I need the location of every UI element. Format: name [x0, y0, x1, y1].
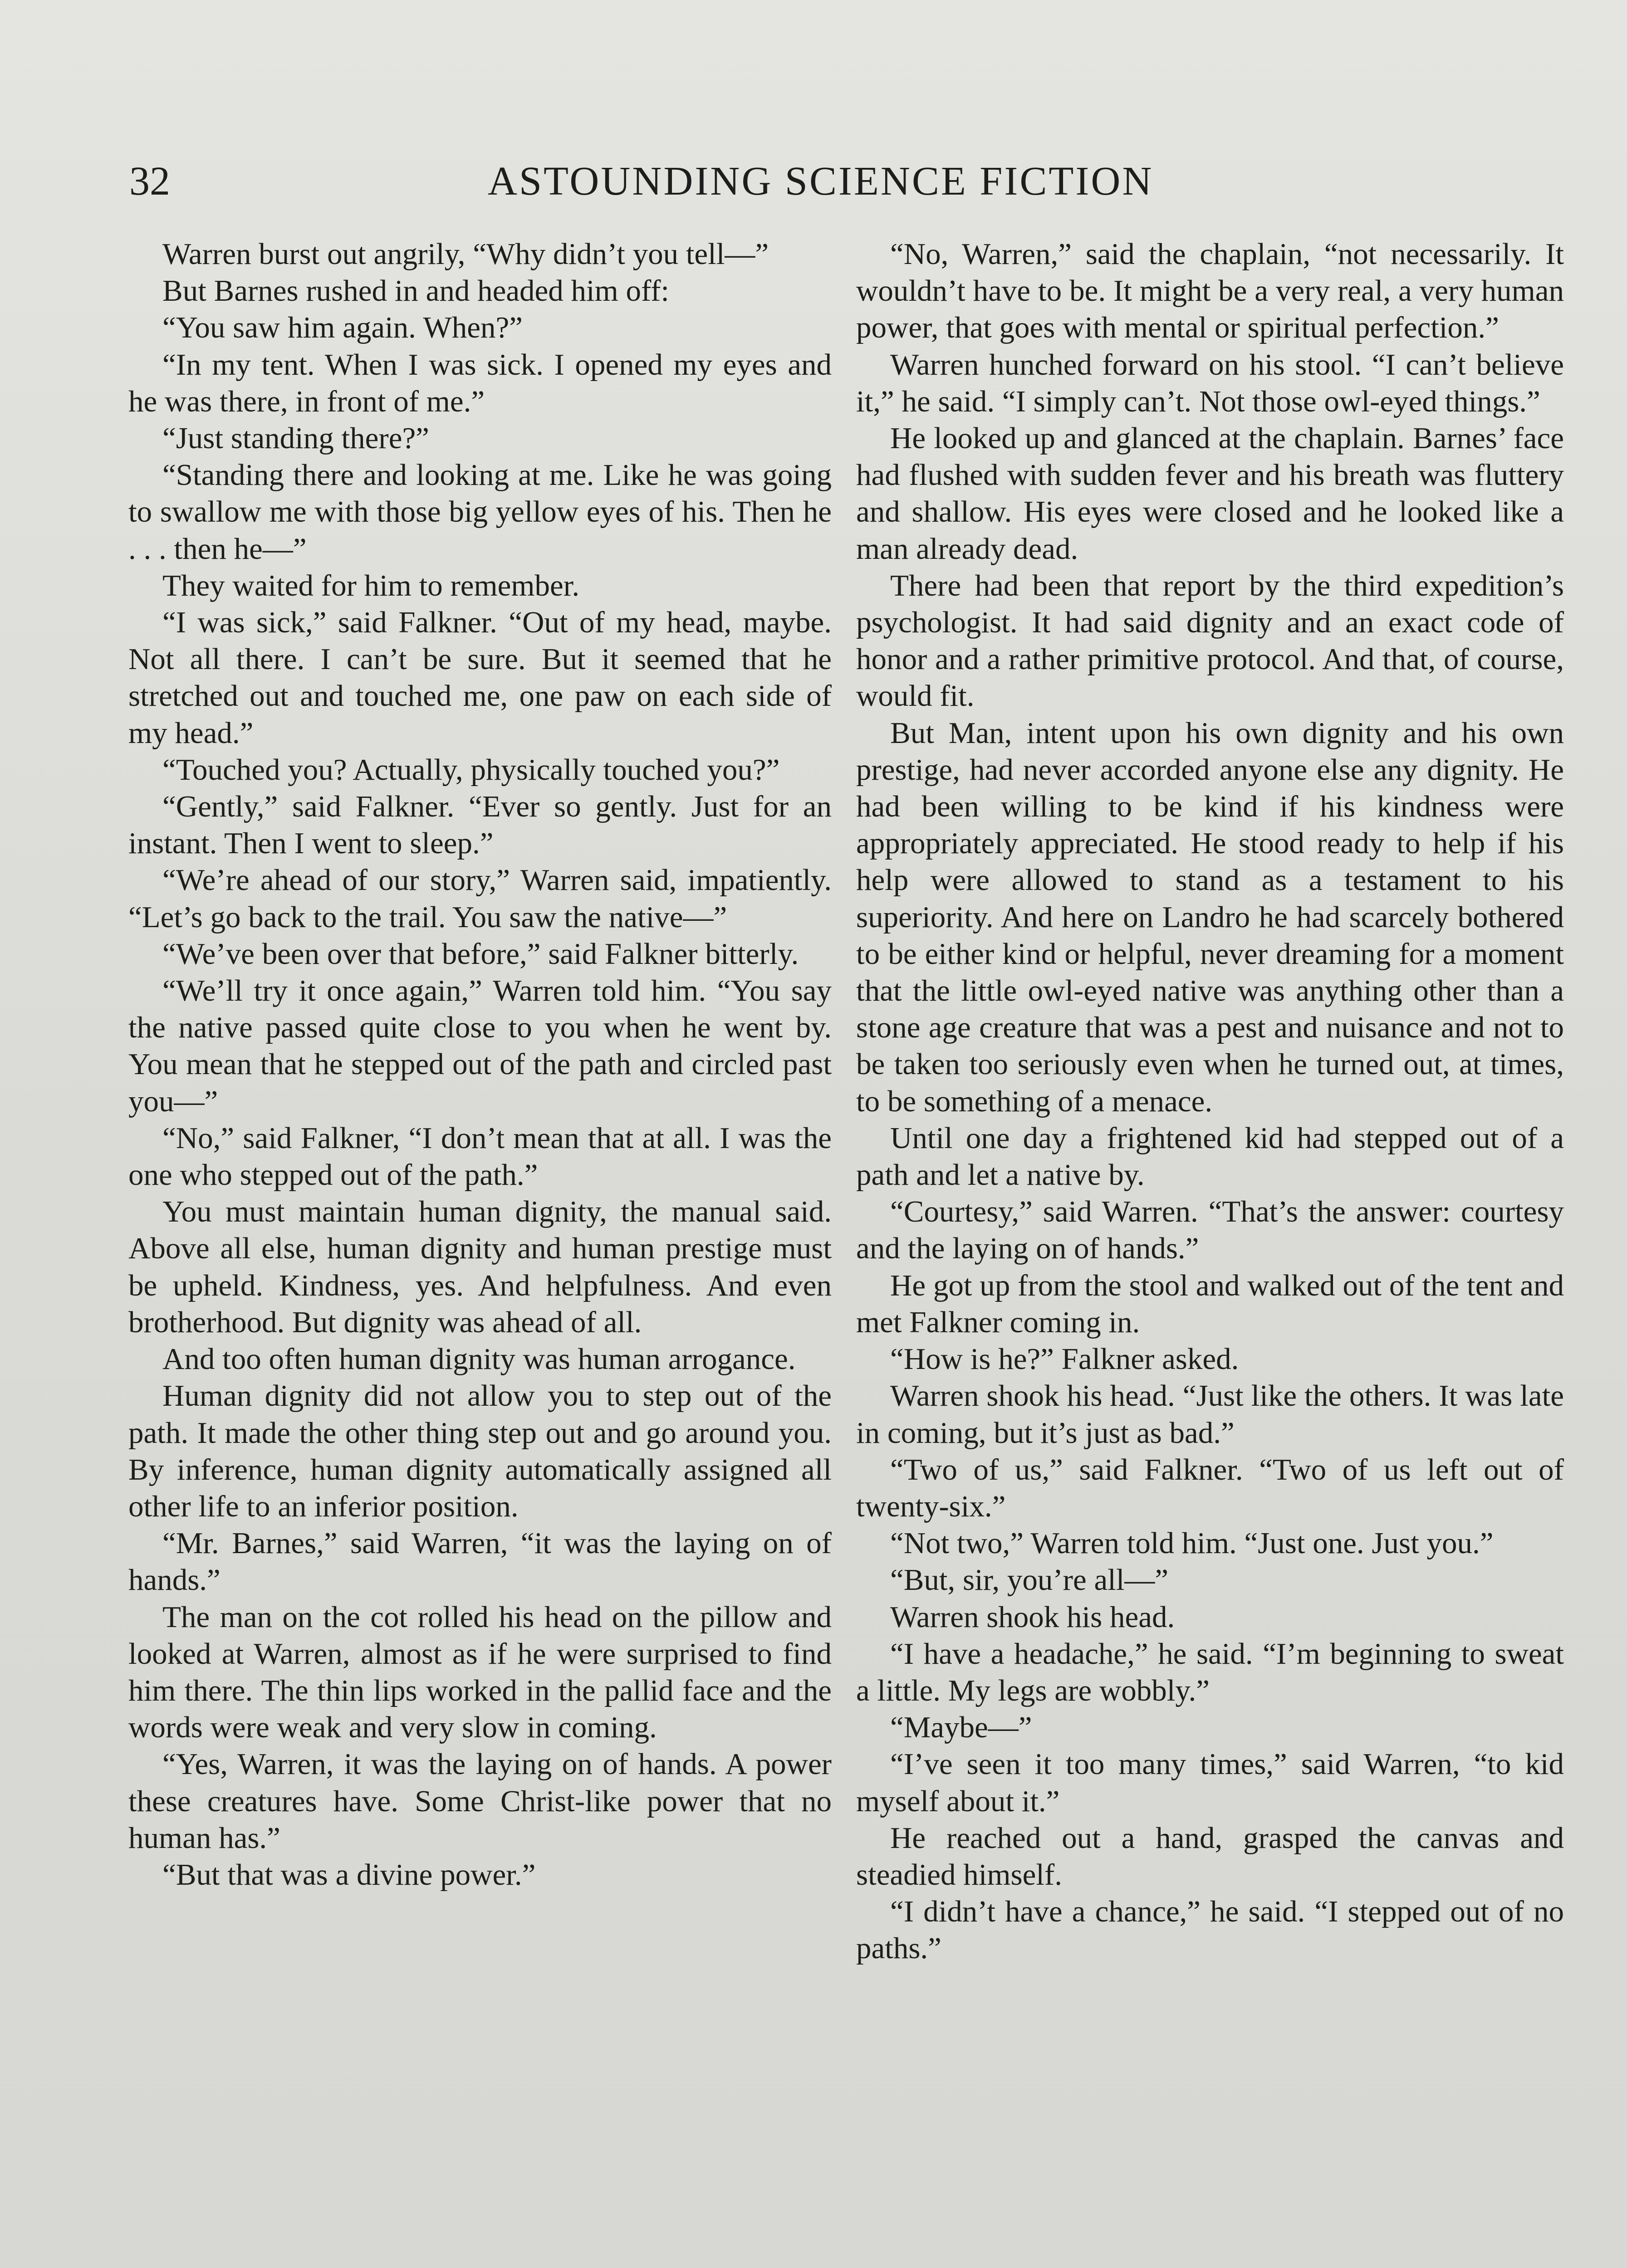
paragraph: Warren shook his head.: [890, 1600, 1175, 1634]
paragraph: “I was sick,” said Falkner. “Out of my head, maybe. Not all there. I can’t be sure. But it seemed that he stretched out and touched me, one paw on each side of my head.”: [128, 606, 832, 750]
paragraph: “In my tent. When I was sick. I opened my eyes and he was there, in front of me.”: [128, 347, 832, 418]
paragraph: Human dignity did not allow you to step out of the path. It made the other thing step out and go around you. By inference, human dignity automatically assigned all other life to an inferior position.: [128, 1379, 832, 1523]
paragraph: “We’ve been over that before,” said Falkner bitterly.: [162, 937, 799, 971]
paragraph: “Not two,” Warren told him. “Just one. Just you.”: [890, 1526, 1494, 1560]
paragraph: Until one day a frightened kid had stepped out of a path and let a native by.: [856, 1121, 1564, 1192]
paragraph: “Gently,” said Falkner. “Ever so gently. Just for an instant. Then I went to sleep.”: [128, 790, 832, 860]
paragraph: He reached out a hand, grasped the canvas and steadied himself.: [856, 1821, 1564, 1892]
paragraph: “Just standing there?”: [162, 421, 429, 455]
paragraph: But Barnes rushed in and headed him off:: [162, 274, 670, 308]
right-column: [856, 236, 1564, 1967]
paragraph: They waited for him to remember.: [162, 568, 580, 602]
paragraph: “No, Warren,” said the chaplain, “not necessarily. It wouldn’t have to be. It might be a very real, a very human power, that goes with mental or spiritual perfection.”: [856, 237, 1564, 345]
paragraph: “I didn’t have a chance,” he said. “I stepped out of no paths.”: [856, 1895, 1564, 1965]
left-column: [128, 236, 832, 1893]
paragraph: “Mr. Barnes,” said Warren, “it was the laying on of hands.”: [128, 1526, 832, 1597]
paragraph: He got up from the stool and walked out of the tent and met Falkner coming in.: [856, 1268, 1564, 1339]
running-title: ASTOUNDING SCIENCE FICTION: [488, 159, 1154, 204]
paragraph: You must maintain human dignity, the manual said. Above all else, human dignity and human prestige must be upheld. Kindness, yes. And helpfulness. And even brotherhood. But dignity was ahead of all.: [128, 1195, 832, 1339]
paragraph: Warren burst out angrily, “Why didn’t you tell—”: [162, 237, 769, 271]
paragraph: But Man, intent upon his own dignity and his own prestige, had never accorded anyone else any dignity. He had been willing to be kind if his kindness were appropriately appreciated. He stood ready to help if his help were allowed to stand as a testament to his superiority. And here on Landro he had scarcely bothered to be either kind or helpful, never dreaming for a moment that the little owl-eyed native was anything other than a stone age creature that was a pest and nuisance and not to be taken too seriously even when he turned out, at times, to be something of a menace.: [856, 716, 1564, 1118]
paragraph: “Courtesy,” said Warren. “That’s the answer: courtesy and the laying on of hands.”: [856, 1195, 1564, 1266]
paragraph: There had been that report by the third expedition’s psychologist. It had said dignity and an exact code of honor and a rather primitive protocol. And that, of course, would fit.: [856, 568, 1564, 713]
paragraph: “Yes, Warren, it was the laying on of hands. A power these creatures have. Some Christ-like power that no human has.”: [128, 1747, 832, 1855]
paragraph: He looked up and glanced at the chaplain. Barnes’ face had flushed with sudden fever and his breath was fluttery and shallow. His eyes were closed and he looked like a man already dead.: [856, 421, 1564, 566]
page-header: [129, 154, 1545, 209]
paragraph: “We’re ahead of our story,” Warren said, impatiently. “Let’s go back to the trail. You saw the native—”: [128, 863, 832, 934]
paragraph: “Maybe—”: [890, 1711, 1032, 1745]
paragraph: And too often human dignity was human arrogance.: [162, 1342, 796, 1376]
paragraph: “Two of us,” said Falkner. “Two of us left out of twenty-six.”: [856, 1452, 1564, 1523]
page-number: 32: [129, 159, 170, 204]
paragraph: “You saw him again. When?”: [162, 311, 523, 345]
paragraph: “I’ve seen it too many times,” said Warren, “to kid myself about it.”: [856, 1747, 1564, 1818]
paragraph: “We’ll try it once again,” Warren told him. “You say the native passed quite close to you when he went by. You mean that he stepped out of the path and circled past you—”: [128, 974, 832, 1118]
paragraph: “Touched you? Actually, physically touched you?”: [162, 753, 780, 787]
paragraph: “No,” said Falkner, “I don’t mean that at all. I was the one who stepped out of the path.”: [128, 1121, 832, 1192]
paragraph: Warren shook his head. “Just like the others. It was late in coming, but it’s just as bad.”: [856, 1379, 1564, 1450]
paragraph: “But that was a divine power.”: [162, 1857, 536, 1892]
paragraph: “I have a headache,” he said. “I’m beginning to sweat a little. My legs are wobbly.”: [856, 1637, 1564, 1707]
paragraph: Warren hunched forward on his stool. “I can’t believe it,” he said. “I simply can’t. Not those owl-eyed things.”: [856, 347, 1564, 418]
paragraph: “How is he?” Falkner asked.: [890, 1342, 1239, 1376]
paragraph: The man on the cot rolled his head on the pillow and looked at Warren, almost as if he were surprised to find him there. The thin lips worked in the pallid face and the words were weak and very slow in coming.: [128, 1600, 832, 1745]
paragraph: “But, sir, you’re all—”: [890, 1563, 1169, 1597]
paragraph: “Standing there and looking at me. Like he was going to swallow me with those big yellow eyes of his. Then he . . . then he—”: [128, 458, 832, 566]
